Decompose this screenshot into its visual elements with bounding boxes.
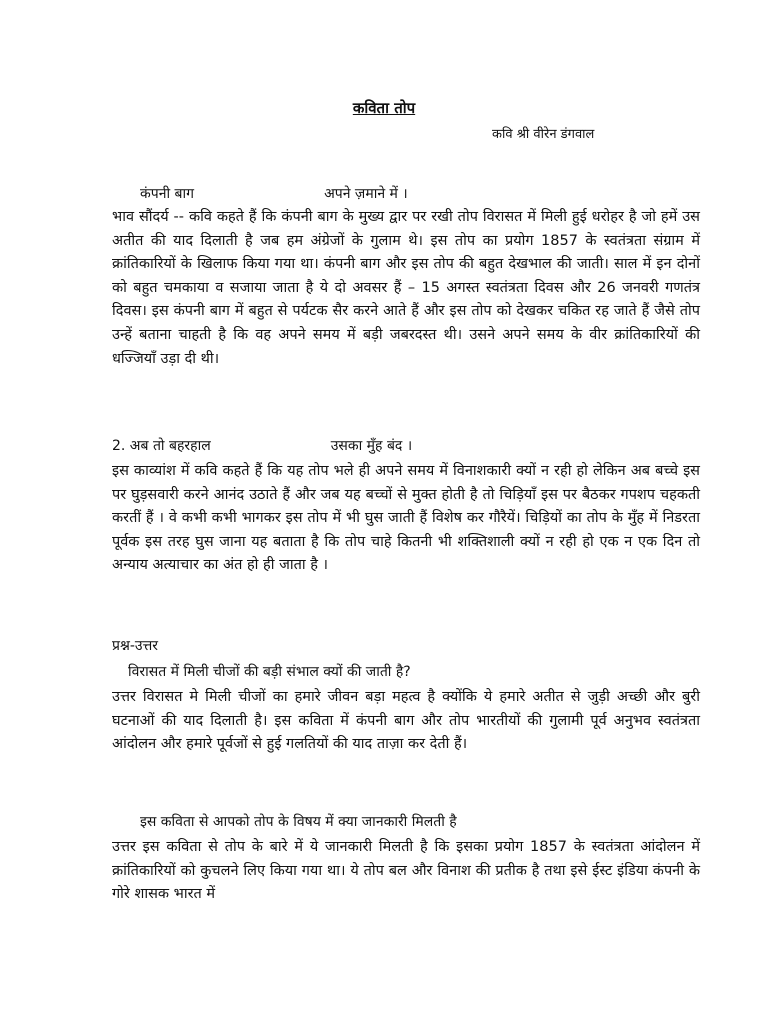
poem-title: कविता तोप <box>352 99 416 117</box>
verse-start: कंपनी बाग <box>140 186 195 202</box>
question-1: विरासत में मिली चीजों की बड़ी संभाल क्यों की जाती है? <box>128 664 411 680</box>
question-2: इस कविता से आपको तोप के विषय में क्या जानकारी मिलती है <box>140 814 457 830</box>
explanation-paragraph-1: भाव सौंदर्य -- कवि कहते हैं कि कंपनी बाग के मुख्य द्वार पर रखी तोप विरासत में मिली हुई धरोहर है जो हमें उस अतीत की याद दिलाती है जब हम अंग्रेजों के गुलाम थे। इस तोप का प्रयोग 1857 के स्वतंत्रता संग्राम में क्रांतिकारियों के खिलाफ किया गया था। कंपनी बाग और इस तोप की बहुत देखभाल की जाती। साल में इन दोनों को बहुत चमकाया व सजाया जाता है ये दो अवसर हैं – 15 अगस्त स्वतंत्रता दिवस और 26 जनवरी गणतंत्र दिवस। इस कंपनी बाग में बहुत से पर्यटक सैर करने आते हैं और इस तोप को देखकर चकित रह जाते हैं जैसे तोप उन्हें बताना चाहती है कि वह अपने समय में बड़ी जबरदस्त थी। उसने अपने समय के वीर क्रांतिकारियों की धज्जियाँ उड़ा दी थी। <box>112 209 700 367</box>
poet-name: कवि श्री वीरेन डंगवाल <box>492 127 595 142</box>
answer-2: उत्तर इस कविता से तोप के बारे में ये जानकारी मिलती है कि इसका प्रयोग 1857 के स्वतंत्रता आंदोलन में क्रांतिकारियों को कुचलने लिए किया गया था। ये तोप बल और विनाश की प्रतीक है तथा इसे ईस्ट इंडिया कंपनी के गोरे शासक भारत में <box>112 839 700 903</box>
verse-start: 2. अब तो बहरहाल <box>112 438 211 454</box>
verse-reference-2 <box>112 436 412 455</box>
explanation-paragraph-2: इस काव्यांश में कवि कहते हैं कि यह तोप भले ही अपने समय में विनाशकारी क्यों न रही हो लेकिन अब बच्चे इस पर घुड़सवारी करने आनंद उठाते हैं और जब यह बच्चों से मुक्त होती है तो चिड़ियाँ इस पर बैठकर गपशप चहकती करतीं हैं । वे कभी कभी भागकर इस तोप में भी घुस जाती हैं विशेष कर गौरैयें। चिड़ियों का तोप के मुँह में निडरता पूर्वक इस तरह घुस जाना यह बताता है कि तोप चाहे कितनी भी शक्तिशाली क्यों न रही हो एक न एक दिन तो अन्याय अत्याचार का अंत हो ही जाता है । <box>112 463 700 574</box>
qa-heading: प्रश्न-उत्तर <box>112 638 158 654</box>
verse-reference-1 <box>140 184 408 203</box>
answer-1: उत्तर विरासत मे मिली चीजों का हमारे जीवन बड़ा महत्व है क्योंकि ये हमारे अतीत से जुड़ी अच्छी और बुरी घटनाओं की याद दिलाती है। इस कविता में कंपनी बाग और तोप भारतीयों की गुलामी पूर्व अनुभव स्वतंत्रता आंदोलन और हमारे पूर्वजों से हुई गलतियों की याद ताज़ा कर देती हैं। <box>112 689 700 753</box>
verse-end: अपने ज़माने में । <box>324 186 408 202</box>
verse-end: उसका मुँह बंद । <box>330 438 413 454</box>
